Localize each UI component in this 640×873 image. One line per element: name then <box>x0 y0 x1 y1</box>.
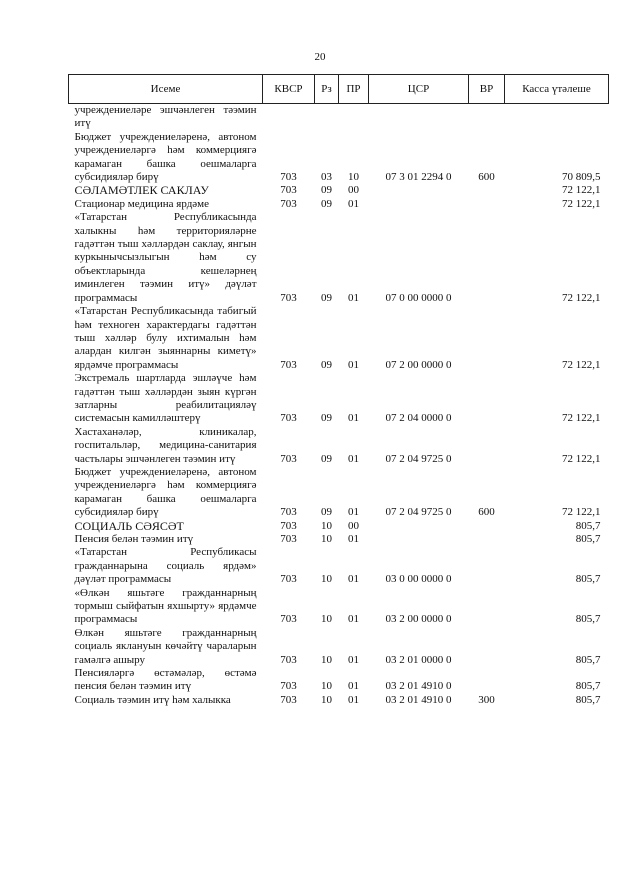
cell-name: «Татарстан Республикасында халыкны һәм территорияләрне гадәттән тыш хәлләрдән саклау, янгын куркынычсызлыгын һәм су объектларында кешеләрнең иминлеген тәэмин итү» дәүләт программасы <box>74 211 257 304</box>
table-row <box>69 546 609 586</box>
cell-csr: 07 2 04 9725 0 <box>385 452 452 465</box>
cell-name: Бюджет учреждениеләренә, автоном учреждениеләргә һәм коммерциягә карамаган башка оешмаларга субсидияләр бирү <box>74 130 257 184</box>
cell-csr <box>369 533 469 546</box>
cell-pr: 01 <box>348 412 359 425</box>
header-csr: ЦСР <box>369 75 469 104</box>
header-kvsr: КВСР <box>263 75 315 104</box>
header-vr: ВР <box>469 75 505 104</box>
cell-kvsr: 703 <box>280 653 297 666</box>
cell-csr <box>369 184 469 197</box>
cell-vr <box>469 372 505 426</box>
cell-kvsr: 703 <box>280 197 297 210</box>
cell-kassa: 70 809,5 <box>562 171 601 184</box>
cell-rz: 09 <box>321 291 332 304</box>
cell-name: СӘЛАМӘТЛЕК САКЛАУ <box>74 183 209 198</box>
cell-name: «Өлкән яшьтәге гражданнарның тормыш сыйфатын яхшырту» ярдәмче программасы <box>74 586 257 626</box>
cell-name: Хастаханәләр, клиникалар, госпитальләр, медицина-санитария частьлары эшчәнлеген тәэмин итү <box>74 425 257 465</box>
header-name: Исеме <box>69 75 263 104</box>
cell-pr: 01 <box>348 197 359 210</box>
cell-csr: 03 2 01 4910 0 <box>385 693 452 706</box>
cell-kvsr: 703 <box>280 533 297 545</box>
cell-csr: 03 2 00 0000 0 <box>385 613 452 626</box>
table-row <box>69 533 609 546</box>
cell-name: «Татарстан Республикасы гражданнарына социаль ярдәм» дәүләт программасы <box>74 546 257 586</box>
cell-name: Экстремаль шартларда эшләүче һәм гадәттән тыш хәлләрдән зыян күргән затларны реабилитацияләү системасын камилләштерү <box>74 372 257 425</box>
cell-kvsr: 703 <box>280 613 297 626</box>
cell-rz: 10 <box>321 613 332 626</box>
cell-rz: 10 <box>321 533 332 545</box>
cell-kvsr <box>263 104 315 131</box>
cell-pr: 01 <box>348 291 359 304</box>
cell-csr <box>369 520 469 533</box>
cell-name: Өлкән яшьтәге гражданнарның социаль яклануын көчәйтү чараларын гамәлгә ашыру <box>74 626 257 666</box>
cell-pr: 01 <box>348 613 359 626</box>
cell-kvsr: 703 <box>280 358 297 371</box>
cell-rz: 10 <box>321 519 332 532</box>
table-row <box>69 627 609 667</box>
cell-pr: 01 <box>348 506 359 519</box>
cell-kvsr: 703 <box>280 452 297 465</box>
cell-rz: 09 <box>321 452 332 465</box>
cell-rz: 09 <box>321 358 332 371</box>
cell-vr <box>469 587 505 627</box>
cell-csr: 07 2 00 0000 0 <box>385 358 452 371</box>
cell-kvsr: 703 <box>280 680 297 693</box>
cell-name: Социаль тәэмин итү һәм халыкка <box>74 693 231 706</box>
cell-vr <box>469 533 505 546</box>
table-row <box>69 694 609 707</box>
cell-csr: 07 2 04 0000 0 <box>385 412 452 425</box>
cell-kassa: 72 122,1 <box>562 358 601 371</box>
cell-csr <box>369 198 469 211</box>
cell-pr: 00 <box>348 184 359 197</box>
table-row <box>69 372 609 426</box>
table-row <box>69 520 609 533</box>
cell-kvsr: 703 <box>280 171 297 184</box>
table-row <box>69 426 609 466</box>
cell-vr <box>469 546 505 586</box>
cell-vr <box>469 198 505 211</box>
cell-kassa: 72 122,1 <box>562 506 601 519</box>
cell-kassa: 805,7 <box>575 613 601 626</box>
cell-vr <box>469 520 505 533</box>
cell-kassa: 72 122,1 <box>562 197 601 210</box>
cell-vr: 300 <box>478 693 495 706</box>
cell-kvsr: 703 <box>280 184 297 197</box>
header-rz: Рз <box>315 75 339 104</box>
cell-pr: 01 <box>348 573 359 586</box>
table-row <box>69 466 609 520</box>
cell-pr: 01 <box>348 358 359 371</box>
cell-pr: 01 <box>348 533 359 545</box>
cell-pr <box>339 104 369 131</box>
cell-csr <box>369 104 469 131</box>
cell-pr: 01 <box>348 680 359 693</box>
cell-rz: 10 <box>321 693 332 706</box>
cell-rz: 09 <box>321 197 332 210</box>
cell-vr <box>469 305 505 372</box>
cell-kvsr: 703 <box>280 573 297 586</box>
cell-vr <box>469 211 505 305</box>
header-kassa: Касса үтәлеше <box>505 75 609 104</box>
cell-name: Пенсияләргә өстәмәләр, өстәмә пенсия белән тәэмин итү <box>74 667 257 693</box>
cell-vr <box>469 426 505 466</box>
cell-vr <box>469 184 505 197</box>
table-row <box>69 667 609 694</box>
cell-rz: 03 <box>321 171 332 184</box>
cell-kassa: 805,7 <box>575 533 601 545</box>
cell-name: Бюджет учреждениеләренә, автоном учреждениеләргә һәм коммерциягә карамаган башка оешмаларга субсидияләр бирү <box>74 465 257 519</box>
cell-pr: 10 <box>348 171 359 184</box>
cell-csr: 07 3 01 2294 0 <box>385 171 452 184</box>
cell-csr: 03 0 00 0000 0 <box>385 573 452 586</box>
table-row <box>69 184 609 197</box>
cell-kassa: 805,7 <box>575 653 601 666</box>
cell-rz: 09 <box>321 184 332 197</box>
cell-kassa: 72 122,1 <box>562 412 601 425</box>
cell-kvsr: 703 <box>280 291 297 304</box>
cell-kvsr: 703 <box>280 506 297 519</box>
cell-kvsr: 703 <box>280 412 297 425</box>
header-pr: ПР <box>339 75 369 104</box>
cell-kvsr: 703 <box>280 519 297 532</box>
cell-pr: 00 <box>348 519 359 532</box>
cell-rz <box>315 104 339 131</box>
cell-name: Пенсия белән тәэмин итү <box>74 533 194 545</box>
cell-csr: 07 0 00 0000 0 <box>385 291 452 304</box>
cell-csr: 03 2 01 0000 0 <box>385 653 452 666</box>
cell-kassa: 72 122,1 <box>562 184 601 197</box>
cell-vr <box>469 104 505 131</box>
table-row <box>69 587 609 627</box>
table-row <box>69 211 609 305</box>
cell-name: «Татарстан Республикасында табигый һәм техноген характердагы гадәттән тыш хәлләр булу ихтималын һәм алардан килгән зыяннарны киметү» ярдәмче программасы <box>74 305 257 371</box>
cell-csr: 07 2 04 9725 0 <box>385 506 452 519</box>
cell-rz: 10 <box>321 680 332 693</box>
cell-rz: 09 <box>321 506 332 519</box>
cell-vr: 600 <box>478 506 495 519</box>
budget-execution-table <box>68 74 609 707</box>
cell-csr: 03 2 01 4910 0 <box>385 680 452 693</box>
cell-kvsr: 703 <box>280 693 297 706</box>
cell-kassa: 805,7 <box>575 693 601 706</box>
table-row <box>69 305 609 372</box>
cell-kassa: 805,7 <box>575 519 601 532</box>
cell-kassa: 805,7 <box>575 573 601 586</box>
page-number: 20 <box>314 51 326 63</box>
table-row <box>69 131 609 185</box>
cell-name: Стационар медицина ярдәме <box>74 197 210 210</box>
cell-rz: 10 <box>321 653 332 666</box>
cell-kassa <box>505 104 609 131</box>
cell-kassa: 72 122,1 <box>562 452 601 465</box>
cell-name: учреждениеләре эшчәнлеген тәэмин итү <box>74 104 257 130</box>
cell-vr <box>469 627 505 667</box>
table-row <box>69 104 609 131</box>
table-body <box>69 104 609 708</box>
cell-vr: 600 <box>478 171 495 184</box>
cell-vr <box>469 667 505 694</box>
cell-pr: 01 <box>348 693 359 706</box>
cell-rz: 09 <box>321 412 332 425</box>
cell-kassa: 805,7 <box>575 680 601 693</box>
table-header-row <box>69 75 609 104</box>
cell-rz: 10 <box>321 573 332 586</box>
cell-name: СОЦИАЛЬ СӘЯСӘТ <box>74 518 184 533</box>
cell-pr: 01 <box>348 653 359 666</box>
cell-pr: 01 <box>348 452 359 465</box>
cell-kassa: 72 122,1 <box>562 291 601 304</box>
table-row <box>69 198 609 211</box>
